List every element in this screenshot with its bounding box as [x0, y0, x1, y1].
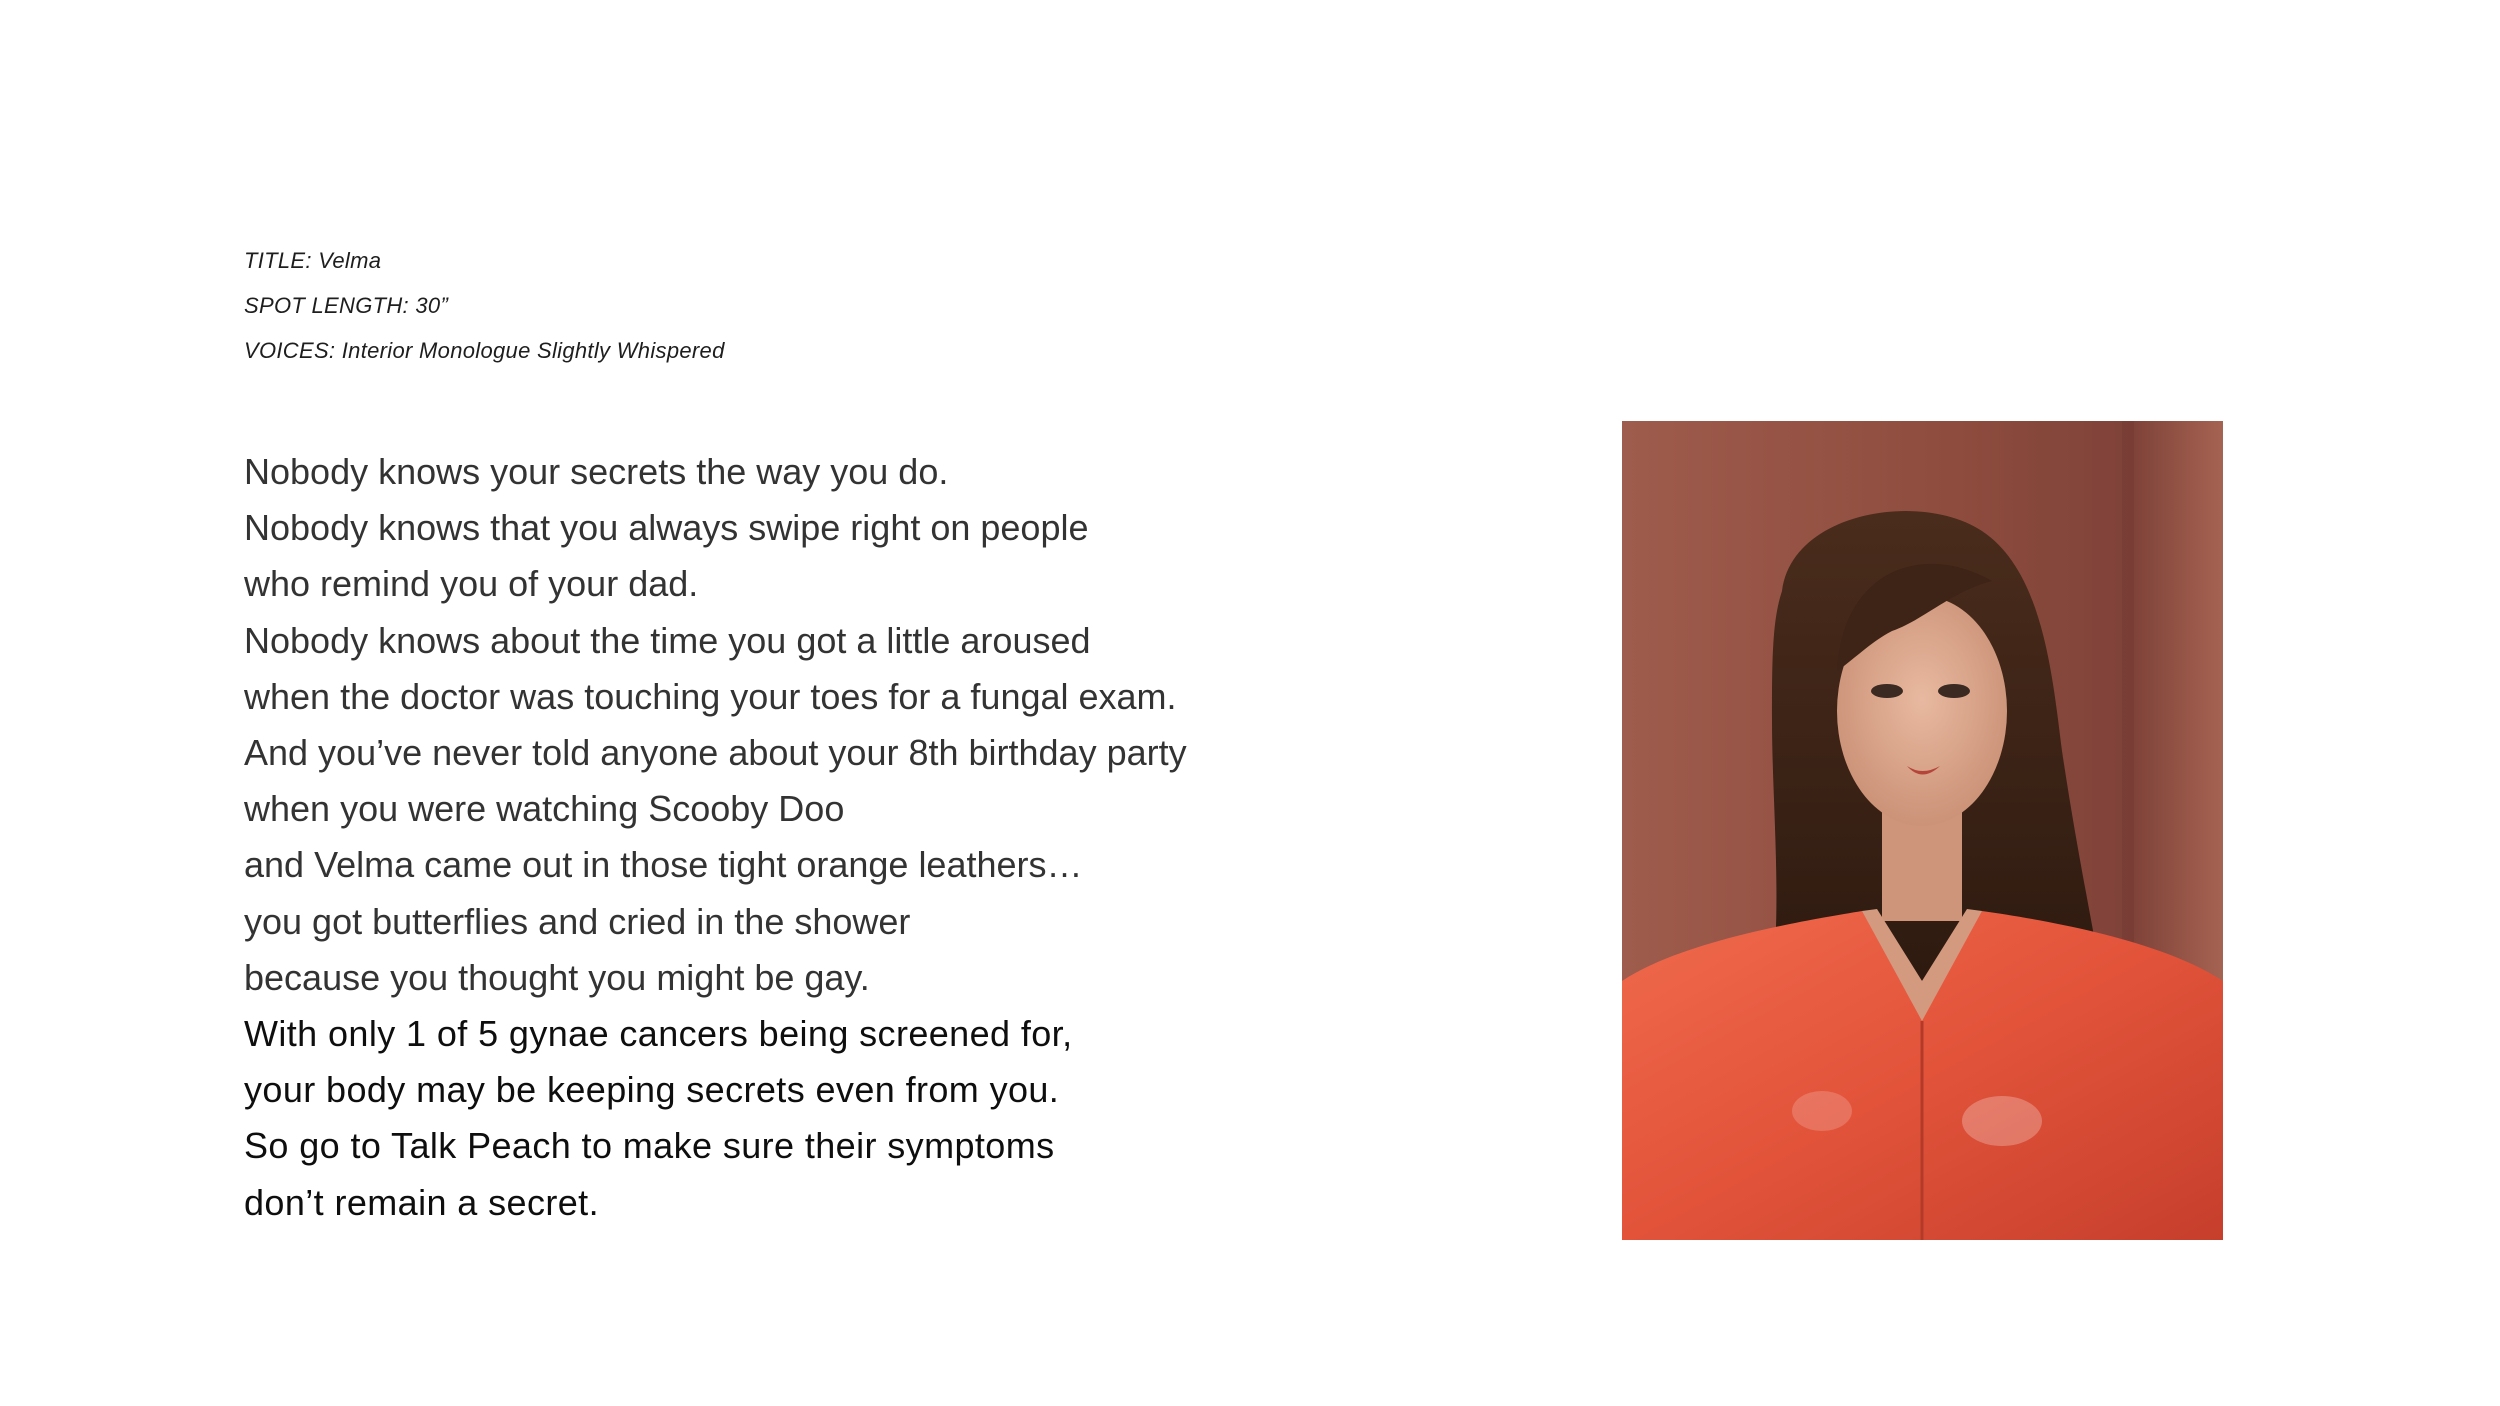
monologue-line: when the doctor was touching your toes for a fungal exam. — [244, 675, 1177, 717]
monologue-line: Nobody knows your secrets the way you do. — [244, 451, 949, 492]
cta-line: don’t remain a secret. — [244, 1181, 599, 1223]
cta-line: your body may be keeping secrets even from you. — [244, 1069, 1060, 1111]
woman-in-orange-leather-photo — [1622, 421, 2223, 1240]
monologue-line: you got butterflies and cried in the shower — [244, 900, 911, 942]
cta-line: So go to Talk Peach to make sure their symptoms — [244, 1125, 1055, 1167]
script-body — [244, 444, 1584, 1231]
monologue-line: And you’ve never told anyone about your 8th birthday party — [244, 732, 1187, 774]
monologue-line: who remind you of your dad. — [244, 563, 699, 605]
monologue-line: Nobody knows that you always swipe right on people — [244, 507, 1089, 549]
monologue-line: and Velma came out in those tight orange leathers… — [244, 844, 1083, 886]
meta-spot-length: SPOT LENGTH: 30” — [244, 293, 449, 318]
monologue-line: when you were watching Scooby Doo — [244, 788, 845, 830]
script-meta — [244, 238, 1144, 373]
monologue-line: because you thought you might be gay. — [244, 956, 870, 998]
monologue-line: Nobody knows about the time you got a little aroused — [244, 619, 1091, 661]
meta-voices: VOICES: Interior Monologue Slightly Whispered — [244, 338, 725, 363]
meta-title: TITLE: Velma — [244, 248, 382, 273]
cta-line: With only 1 of 5 gynae cancers being screened for, — [244, 1013, 1073, 1055]
